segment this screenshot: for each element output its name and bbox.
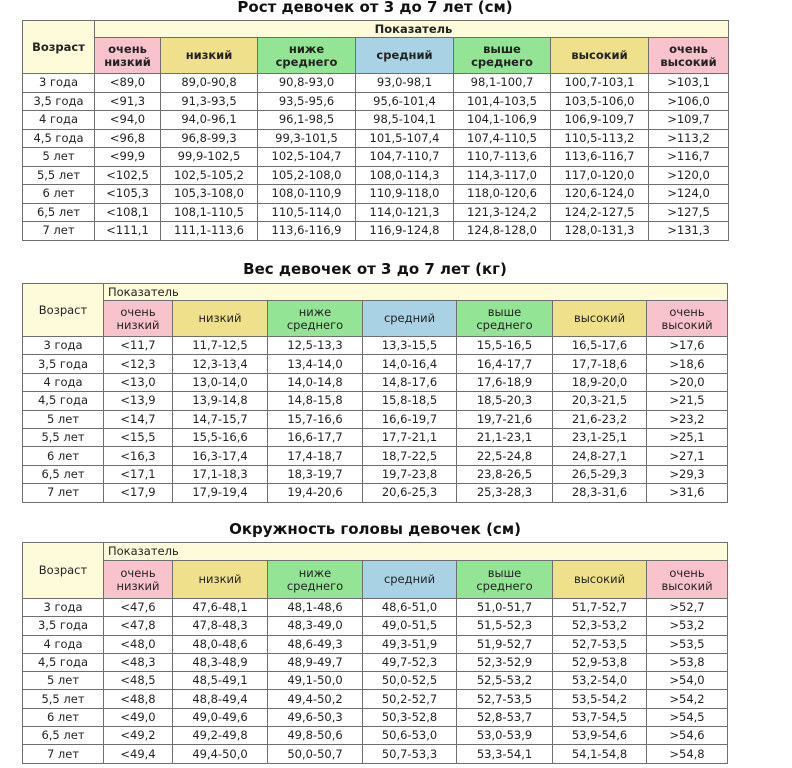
age-cell: 3 года <box>23 74 95 93</box>
value-cell: >27,1 <box>647 447 728 465</box>
value-cell: 124,8-128,0 <box>454 222 551 241</box>
value-cell: 114,3-117,0 <box>454 166 551 185</box>
value-cell: >109,7 <box>649 111 729 130</box>
value-cell: 26,5-29,3 <box>553 465 647 483</box>
value-cell: <89,0 <box>95 74 161 93</box>
value-cell: 49,8-50,6 <box>268 727 363 745</box>
value-cell: 15,7-16,6 <box>268 410 363 428</box>
head-circumference-table <box>22 542 728 764</box>
value-cell: <11,7 <box>104 337 173 355</box>
category-column-header: выше среднего <box>454 38 551 74</box>
value-cell: <17,1 <box>104 465 173 483</box>
value-cell: 49,0-49,6 <box>173 708 268 726</box>
value-cell: 19,7-23,8 <box>363 465 457 483</box>
value-cell: 128,0-131,3 <box>551 222 649 241</box>
value-cell: 15,5-16,6 <box>173 428 268 446</box>
value-cell: 48,6-49,3 <box>268 635 363 653</box>
value-cell: <12,3 <box>104 355 173 373</box>
value-cell: 49,0-51,5 <box>363 617 457 635</box>
value-cell: 52,3-52,9 <box>457 653 553 671</box>
category-column-header: выше среднего <box>457 561 553 599</box>
value-cell: 20,3-21,5 <box>553 392 647 410</box>
value-cell: 17,6-18,9 <box>457 373 553 391</box>
table-row <box>23 92 729 111</box>
value-cell: 111,1-113,6 <box>161 222 258 241</box>
table-row <box>23 410 728 428</box>
value-cell: >31,6 <box>647 484 728 502</box>
value-cell: 17,4-18,7 <box>268 447 363 465</box>
value-cell: 49,4-50,2 <box>268 690 363 708</box>
value-cell: 116,9-124,8 <box>356 222 454 241</box>
table-row <box>23 222 729 241</box>
value-cell: 95,6-101,4 <box>356 92 454 111</box>
value-cell: 48,5-49,1 <box>173 672 268 690</box>
table-row <box>23 635 728 653</box>
value-cell: 47,6-48,1 <box>173 599 268 617</box>
value-cell: 102,5-105,2 <box>161 166 258 185</box>
age-cell: 5 лет <box>23 148 95 167</box>
value-cell: 18,9-20,0 <box>553 373 647 391</box>
value-cell: 21,6-23,2 <box>553 410 647 428</box>
value-cell: >53,8 <box>647 653 728 671</box>
value-cell: <111,1 <box>95 222 161 241</box>
value-cell: 52,8-53,7 <box>457 708 553 726</box>
value-cell: <16,3 <box>104 447 173 465</box>
value-cell: 47,8-48,3 <box>173 617 268 635</box>
value-cell: 93,5-95,6 <box>258 92 356 111</box>
age-cell: 6 лет <box>23 185 95 204</box>
value-cell: 19,4-20,6 <box>268 484 363 502</box>
indicator-group-header: Показатель <box>104 543 728 561</box>
value-cell: 48,3-49,0 <box>268 617 363 635</box>
value-cell: 53,3-54,1 <box>457 745 553 763</box>
age-cell: 6 лет <box>23 708 104 726</box>
value-cell: 102,5-104,7 <box>258 148 356 167</box>
value-cell: 108,1-110,5 <box>161 203 258 222</box>
value-cell: 16,6-17,7 <box>268 428 363 446</box>
age-cell: 7 лет <box>23 484 104 502</box>
value-cell: 89,0-90,8 <box>161 74 258 93</box>
value-cell: 17,7-21,1 <box>363 428 457 446</box>
value-cell: 94,0-96,1 <box>161 111 258 130</box>
value-cell: 48,3-48,9 <box>173 653 268 671</box>
value-cell: 93,0-98,1 <box>356 74 454 93</box>
value-cell: 49,4-50,0 <box>173 745 268 763</box>
age-cell: 5,5 лет <box>23 428 104 446</box>
category-column-header: средний <box>356 38 454 74</box>
value-cell: 108,0-110,9 <box>258 185 356 204</box>
value-cell: 23,1-25,1 <box>553 428 647 446</box>
value-cell: 117,0-120,0 <box>551 166 649 185</box>
age-cell: 3 года <box>23 599 104 617</box>
value-cell: 50,0-52,5 <box>363 672 457 690</box>
value-cell: >54,5 <box>647 708 728 726</box>
table-row <box>23 428 728 446</box>
value-cell: >54,8 <box>647 745 728 763</box>
value-cell: <49,0 <box>104 708 173 726</box>
value-cell: 110,5-114,0 <box>258 203 356 222</box>
value-cell: 49,7-52,3 <box>363 653 457 671</box>
value-cell: 53,2-54,0 <box>553 672 647 690</box>
value-cell: 51,0-51,7 <box>457 599 553 617</box>
value-cell: 52,7-53,5 <box>457 690 553 708</box>
value-cell: 98,1-100,7 <box>454 74 551 93</box>
value-cell: 21,1-23,1 <box>457 428 553 446</box>
value-cell: 48,0-48,6 <box>173 635 268 653</box>
value-cell: <91,3 <box>95 92 161 111</box>
value-cell: 48,6-51,0 <box>363 599 457 617</box>
value-cell: 50,7-53,3 <box>363 745 457 763</box>
age-cell: 6,5 лет <box>23 727 104 745</box>
category-column-header: очень высокий <box>647 561 728 599</box>
age-cell: 5,5 лет <box>23 690 104 708</box>
category-column-header: средний <box>363 561 457 599</box>
value-cell: <48,5 <box>104 672 173 690</box>
value-cell: 101,4-103,5 <box>454 92 551 111</box>
category-column-header: ниже среднего <box>258 38 356 74</box>
value-cell: <96,8 <box>95 129 161 148</box>
value-cell: 113,6-116,9 <box>258 222 356 241</box>
value-cell: 48,8-49,4 <box>173 690 268 708</box>
value-cell: 48,9-49,7 <box>268 653 363 671</box>
age-cell: 6,5 лет <box>23 465 104 483</box>
value-cell: <17,9 <box>104 484 173 502</box>
value-cell: 17,1-18,3 <box>173 465 268 483</box>
value-cell: 50,2-52,7 <box>363 690 457 708</box>
age-cell: 4 года <box>23 373 104 391</box>
value-cell: 118,0-120,6 <box>454 185 551 204</box>
height-table <box>22 20 729 241</box>
age-cell: 5,5 лет <box>23 166 95 185</box>
value-cell: >113,2 <box>649 129 729 148</box>
category-column-header: выше среднего <box>457 301 553 337</box>
category-column-header: очень низкий <box>104 301 173 337</box>
value-cell: <49,2 <box>104 727 173 745</box>
value-cell: 104,1-106,9 <box>454 111 551 130</box>
value-cell: >116,7 <box>649 148 729 167</box>
value-cell: <15,5 <box>104 428 173 446</box>
value-cell: 53,0-53,9 <box>457 727 553 745</box>
value-cell: <49,4 <box>104 745 173 763</box>
table-title: Окружность головы девочек (см) <box>229 520 521 538</box>
value-cell: 105,2-108,0 <box>258 166 356 185</box>
value-cell: 51,7-52,7 <box>553 599 647 617</box>
value-cell: 49,1-50,0 <box>268 672 363 690</box>
value-cell: 49,2-49,8 <box>173 727 268 745</box>
category-column-header: очень низкий <box>104 561 173 599</box>
value-cell: 110,7-113,6 <box>454 148 551 167</box>
value-cell: 16,4-17,7 <box>457 355 553 373</box>
category-column-header: средний <box>363 301 457 337</box>
value-cell: 52,9-53,8 <box>553 653 647 671</box>
table-row <box>23 617 728 635</box>
value-cell: >17,6 <box>647 337 728 355</box>
table-title: Вес девочек от 3 до 7 лет (кг) <box>243 260 507 278</box>
category-column-header: высокий <box>553 561 647 599</box>
category-column-header: очень низкий <box>95 38 161 74</box>
value-cell: >131,3 <box>649 222 729 241</box>
age-cell: 6 лет <box>23 447 104 465</box>
table-row <box>23 465 728 483</box>
table-row <box>23 111 729 130</box>
value-cell: <14,7 <box>104 410 173 428</box>
value-cell: 105,3-108,0 <box>161 185 258 204</box>
value-cell: 24,8-27,1 <box>553 447 647 465</box>
value-cell: >20,0 <box>647 373 728 391</box>
age-cell: 7 лет <box>23 745 104 763</box>
value-cell: >103,1 <box>649 74 729 93</box>
value-cell: 54,1-54,8 <box>553 745 647 763</box>
value-cell: >18,6 <box>647 355 728 373</box>
category-column-header: низкий <box>173 561 268 599</box>
value-cell: 51,9-52,7 <box>457 635 553 653</box>
value-cell: >127,5 <box>649 203 729 222</box>
value-cell: 20,6-25,3 <box>363 484 457 502</box>
value-cell: 113,6-116,7 <box>551 148 649 167</box>
value-cell: >124,0 <box>649 185 729 204</box>
value-cell: 14,0-16,4 <box>363 355 457 373</box>
value-cell: <94,0 <box>95 111 161 130</box>
category-column-header: низкий <box>161 38 258 74</box>
value-cell: >25,1 <box>647 428 728 446</box>
age-column-header: Возраст <box>23 21 95 74</box>
value-cell: 51,5-52,3 <box>457 617 553 635</box>
indicator-group-header: Показатель <box>104 284 728 301</box>
value-cell: >23,2 <box>647 410 728 428</box>
value-cell: 28,3-31,6 <box>553 484 647 502</box>
value-cell: 12,3-13,4 <box>173 355 268 373</box>
value-cell: <48,8 <box>104 690 173 708</box>
value-cell: >52,7 <box>647 599 728 617</box>
value-cell: 104,7-110,7 <box>356 148 454 167</box>
value-cell: >106,0 <box>649 92 729 111</box>
value-cell: 49,3-51,9 <box>363 635 457 653</box>
category-column-header: очень высокий <box>649 38 729 74</box>
value-cell: 99,9-102,5 <box>161 148 258 167</box>
table-row <box>23 653 728 671</box>
value-cell: 120,6-124,0 <box>551 185 649 204</box>
value-cell: 107,4-110,5 <box>454 129 551 148</box>
table-row <box>23 599 728 617</box>
value-cell: 23,8-26,5 <box>457 465 553 483</box>
value-cell: 11,7-12,5 <box>173 337 268 355</box>
value-cell: 16,6-19,7 <box>363 410 457 428</box>
value-cell: <105,3 <box>95 185 161 204</box>
table-row <box>23 185 729 204</box>
age-cell: 6,5 лет <box>23 203 95 222</box>
value-cell: >29,3 <box>647 465 728 483</box>
value-cell: <48,0 <box>104 635 173 653</box>
age-cell: 4 года <box>23 635 104 653</box>
value-cell: 15,5-16,5 <box>457 337 553 355</box>
age-cell: 3,5 года <box>23 617 104 635</box>
category-column-header: ниже среднего <box>268 301 363 337</box>
category-column-header: низкий <box>173 301 268 337</box>
age-cell: 4 года <box>23 111 95 130</box>
table-row <box>23 484 728 502</box>
value-cell: 17,9-19,4 <box>173 484 268 502</box>
value-cell: 106,9-109,7 <box>551 111 649 130</box>
value-cell: 100,7-103,1 <box>551 74 649 93</box>
value-cell: <48,3 <box>104 653 173 671</box>
value-cell: 53,7-54,5 <box>553 708 647 726</box>
value-cell: 13,3-15,5 <box>363 337 457 355</box>
table-row <box>23 337 728 355</box>
value-cell: <108,1 <box>95 203 161 222</box>
table-title: Рост девочек от 3 до 7 лет (см) <box>237 0 513 16</box>
category-column-header: высокий <box>551 38 649 74</box>
value-cell: 52,5-53,2 <box>457 672 553 690</box>
category-column-header: очень высокий <box>647 301 728 337</box>
age-cell: 4,5 года <box>23 392 104 410</box>
value-cell: 13,9-14,8 <box>173 392 268 410</box>
age-column-header: Возраст <box>23 543 104 599</box>
value-cell: 13,0-14,0 <box>173 373 268 391</box>
value-cell: 12,5-13,3 <box>268 337 363 355</box>
value-cell: 50,0-50,7 <box>268 745 363 763</box>
value-cell: 53,9-54,6 <box>553 727 647 745</box>
value-cell: 19,7-21,6 <box>457 410 553 428</box>
value-cell: 110,9-118,0 <box>356 185 454 204</box>
value-cell: 48,1-48,6 <box>268 599 363 617</box>
value-cell: 50,3-52,8 <box>363 708 457 726</box>
value-cell: 98,5-104,1 <box>356 111 454 130</box>
value-cell: >120,0 <box>649 166 729 185</box>
value-cell: >21,5 <box>647 392 728 410</box>
table-row <box>23 373 728 391</box>
value-cell: <99,9 <box>95 148 161 167</box>
age-cell: 3,5 года <box>23 92 95 111</box>
value-cell: 53,5-54,2 <box>553 690 647 708</box>
value-cell: 17,7-18,6 <box>553 355 647 373</box>
table-row <box>23 129 729 148</box>
value-cell: 110,5-113,2 <box>551 129 649 148</box>
table-row <box>23 166 729 185</box>
table-row <box>23 447 728 465</box>
table-row <box>23 148 729 167</box>
age-cell: 3,5 года <box>23 355 104 373</box>
value-cell: 52,3-53,2 <box>553 617 647 635</box>
value-cell: 114,0-121,3 <box>356 203 454 222</box>
value-cell: <47,8 <box>104 617 173 635</box>
value-cell: 96,8-99,3 <box>161 129 258 148</box>
table-row <box>23 203 729 222</box>
indicator-group-header: Показатель <box>95 21 729 38</box>
value-cell: 108,0-114,3 <box>356 166 454 185</box>
weight-table <box>22 283 728 503</box>
age-cell: 7 лет <box>23 222 95 241</box>
value-cell: <13,0 <box>104 373 173 391</box>
table-row <box>23 690 728 708</box>
value-cell: 91,3-93,5 <box>161 92 258 111</box>
table-row <box>23 392 728 410</box>
value-cell: 22,5-24,8 <box>457 447 553 465</box>
age-cell: 4,5 года <box>23 653 104 671</box>
value-cell: <13,9 <box>104 392 173 410</box>
value-cell: <102,5 <box>95 166 161 185</box>
value-cell: 25,3-28,3 <box>457 484 553 502</box>
age-cell: 4,5 года <box>23 129 95 148</box>
value-cell: 99,3-101,5 <box>258 129 356 148</box>
value-cell: 16,3-17,4 <box>173 447 268 465</box>
table-row <box>23 74 729 93</box>
value-cell: 18,5-20,3 <box>457 392 553 410</box>
table-row <box>23 708 728 726</box>
value-cell: 96,1-98,5 <box>258 111 356 130</box>
age-cell: 5 лет <box>23 672 104 690</box>
value-cell: 124,2-127,5 <box>551 203 649 222</box>
category-column-header: высокий <box>553 301 647 337</box>
value-cell: 15,8-18,5 <box>363 392 457 410</box>
value-cell: 101,5-107,4 <box>356 129 454 148</box>
value-cell: 16,5-17,6 <box>553 337 647 355</box>
value-cell: 13,4-14,0 <box>268 355 363 373</box>
age-column-header: Возраст <box>23 284 104 337</box>
value-cell: 49,6-50,3 <box>268 708 363 726</box>
value-cell: 14,7-15,7 <box>173 410 268 428</box>
value-cell: 18,3-19,7 <box>268 465 363 483</box>
value-cell: 14,8-15,8 <box>268 392 363 410</box>
value-cell: 90,8-93,0 <box>258 74 356 93</box>
table-row <box>23 672 728 690</box>
value-cell: 52,7-53,5 <box>553 635 647 653</box>
age-cell: 3 года <box>23 337 104 355</box>
category-column-header: ниже среднего <box>268 561 363 599</box>
table-row <box>23 745 728 763</box>
value-cell: >54,2 <box>647 690 728 708</box>
table-row <box>23 727 728 745</box>
value-cell: 50,6-53,0 <box>363 727 457 745</box>
value-cell: 14,8-17,6 <box>363 373 457 391</box>
value-cell: 18,7-22,5 <box>363 447 457 465</box>
age-cell: 5 лет <box>23 410 104 428</box>
value-cell: >54,0 <box>647 672 728 690</box>
value-cell: <47,6 <box>104 599 173 617</box>
value-cell: >53,2 <box>647 617 728 635</box>
value-cell: 14,0-14,8 <box>268 373 363 391</box>
value-cell: >54,6 <box>647 727 728 745</box>
value-cell: 103,5-106,0 <box>551 92 649 111</box>
value-cell: 121,3-124,2 <box>454 203 551 222</box>
table-row <box>23 355 728 373</box>
value-cell: >53,5 <box>647 635 728 653</box>
